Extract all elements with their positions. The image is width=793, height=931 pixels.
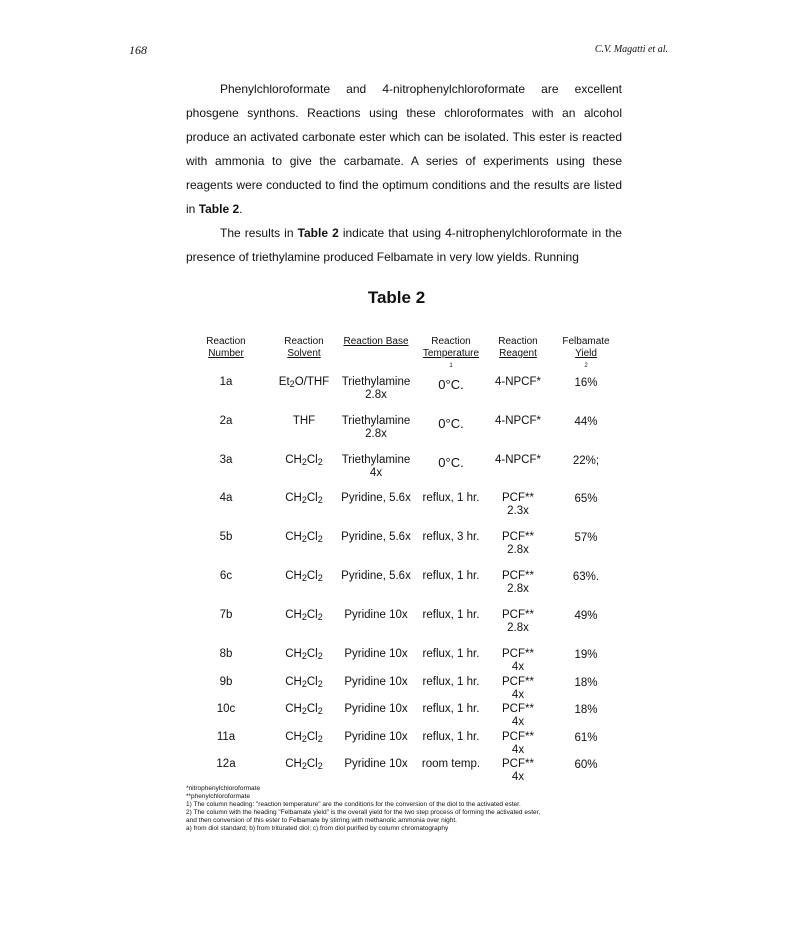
cell-reaction-solvent <box>272 731 336 746</box>
cell-text: reflux, 1 hr. <box>422 731 480 743</box>
cell-reaction-temperature <box>414 417 488 430</box>
header-line: Reagent <box>499 348 537 359</box>
header-temperature-word: Temperature <box>422 348 480 359</box>
cell-reaction-number <box>196 376 256 389</box>
cell-text: reflux, 1 hr. <box>422 570 480 582</box>
cell-reaction-solvent <box>272 703 336 718</box>
solvent-subscript: 2 <box>317 679 323 689</box>
cell-text: 22%; <box>572 455 600 467</box>
cell-text: reflux, 1 hr. <box>422 703 480 715</box>
base-line: Pyridine 10x <box>344 703 408 715</box>
solvent-subscript: 2 <box>289 379 295 389</box>
cell-reaction-base <box>336 648 416 661</box>
cell-reaction-number <box>196 492 256 505</box>
cell-reaction-number <box>196 758 256 771</box>
base-line: Triethylamine <box>341 376 411 388</box>
cell-reaction-solvent <box>272 570 336 585</box>
cell-reaction-number <box>196 415 256 428</box>
cell-text: 12a <box>216 758 236 770</box>
solvent-part: CH <box>285 570 302 582</box>
cell-text: 6c <box>219 570 233 582</box>
reagent-line: 4x <box>511 744 525 756</box>
reagent-line: 4-NPCF* <box>494 454 541 466</box>
cell-text: 0°C. <box>438 377 464 392</box>
footnotes <box>186 785 626 833</box>
cell-text: 57% <box>574 532 598 544</box>
footnote: 1) The column heading: "reaction temperature" are the conditions for the conversion of the diol to the activated ester. <box>186 801 521 808</box>
base-line: 4x <box>369 467 383 479</box>
cell-reaction-temperature <box>414 758 488 771</box>
cell-reaction-number <box>196 531 256 544</box>
header-yield-word: Yield <box>575 348 597 359</box>
cell-felbamate-yield <box>552 571 620 584</box>
cell-reaction-reagent <box>488 531 548 557</box>
reagent-line: 4x <box>511 716 525 728</box>
cell-reaction-temperature <box>414 531 488 544</box>
cell-reaction-number <box>196 609 256 622</box>
solvent-part: Cl <box>306 676 318 688</box>
cell-text: 18% <box>574 677 598 689</box>
cell-felbamate-yield <box>552 704 620 717</box>
page-number: 168 <box>129 43 147 57</box>
cell-reaction-temperature <box>414 731 488 744</box>
table-reference: Table 2 <box>198 202 240 216</box>
cell-felbamate-yield <box>552 610 620 623</box>
reagent-line: PCF** <box>502 648 534 660</box>
solvent-part: THF <box>292 415 316 427</box>
reagent-line: 4-NPCF* <box>494 415 541 427</box>
solvent-part: CH <box>285 648 302 660</box>
cell-felbamate-yield <box>552 759 620 772</box>
footnote: 2) The column with the heading "Felbamate yield" is the overall yield for the two step process of forming the activated ester, <box>186 809 541 816</box>
solvent-subscript: 2 <box>317 651 323 661</box>
paragraph-2-text: indicate that using 4-nitrophenylchloroformate in the presence of triethylamine produced Felbamate in very low yields. Running <box>186 226 622 264</box>
header-reaction-reagent <box>488 336 548 360</box>
cell-text: reflux, 1 hr. <box>422 609 480 621</box>
cell-text: room temp. <box>421 758 481 770</box>
cell-felbamate-yield <box>552 677 620 690</box>
cell-text: 7b <box>219 609 233 621</box>
cell-felbamate-yield <box>552 377 620 390</box>
solvent-subscript: 2 <box>301 761 307 771</box>
cell-reaction-base <box>336 703 416 716</box>
cell-reaction-base <box>336 376 416 402</box>
reagent-line: 2.8x <box>507 583 529 595</box>
cell-text: 60% <box>574 759 598 771</box>
solvent-subscript: 2 <box>301 457 307 467</box>
header-line: Number <box>208 348 244 359</box>
cell-reaction-temperature <box>414 492 488 505</box>
solvent-part: Cl <box>306 531 318 543</box>
cell-text: reflux, 1 hr. <box>422 492 480 504</box>
cell-reaction-solvent <box>272 454 336 469</box>
cell-text: 0°C. <box>438 416 464 431</box>
solvent-subscript: 2 <box>317 457 323 467</box>
base-line: Pyridine 10x <box>344 731 408 743</box>
cell-text: 49% <box>574 610 598 622</box>
reagent-line: PCF** <box>502 609 534 621</box>
solvent-part: Et <box>278 376 290 388</box>
solvent-subscript: 2 <box>317 706 323 716</box>
solvent-subscript: 2 <box>317 573 323 583</box>
cell-reaction-base <box>336 531 416 544</box>
running-head: C.V. Magatti et al. <box>594 44 668 55</box>
cell-text: 44% <box>574 416 598 428</box>
solvent-part: O/THF <box>294 376 330 388</box>
cell-text: 16% <box>574 377 598 389</box>
header-felbamate-yield <box>552 336 620 375</box>
paragraph-2 <box>186 221 622 269</box>
cell-reaction-reagent <box>488 376 548 389</box>
reagent-line: 4x <box>511 661 525 673</box>
solvent-subscript: 2 <box>301 495 307 505</box>
solvent-subscript: 2 <box>317 734 323 744</box>
header-line: Reaction <box>284 336 324 347</box>
cell-text: reflux, 3 hr. <box>422 531 480 543</box>
cell-reaction-base <box>336 492 416 505</box>
cell-felbamate-yield <box>552 416 620 429</box>
reagent-line: 2.3x <box>507 505 529 517</box>
cell-reaction-reagent <box>488 454 548 467</box>
cell-reaction-solvent <box>272 676 336 691</box>
solvent-subscript: 2 <box>301 651 307 661</box>
table-reference: Table 2 <box>297 226 339 240</box>
cell-felbamate-yield <box>552 455 620 468</box>
cell-text: 9b <box>219 676 233 688</box>
reagent-line: PCF** <box>502 758 534 770</box>
header-line: Reaction <box>431 336 471 347</box>
cell-reaction-base <box>336 415 416 441</box>
cell-reaction-temperature <box>414 648 488 661</box>
cell-reaction-solvent <box>272 376 336 391</box>
cell-reaction-solvent <box>272 531 336 546</box>
base-line: Pyridine 10x <box>344 758 408 770</box>
cell-reaction-base <box>336 609 416 622</box>
cell-text: 63%. <box>572 571 600 583</box>
cell-reaction-temperature <box>414 570 488 583</box>
base-line: 2.8x <box>365 389 387 401</box>
solvent-part: Cl <box>306 492 318 504</box>
solvent-subscript: 2 <box>301 534 307 544</box>
cell-reaction-number <box>196 703 256 716</box>
cell-text: 10c <box>216 703 236 715</box>
solvent-part: CH <box>285 731 302 743</box>
cell-felbamate-yield <box>552 532 620 545</box>
cell-reaction-reagent <box>488 676 548 702</box>
cell-text: 2a <box>219 415 233 427</box>
cell-text: 65% <box>574 493 598 505</box>
cell-reaction-reagent <box>488 648 548 674</box>
cell-text: 8b <box>219 648 233 660</box>
solvent-subscript: 2 <box>301 679 307 689</box>
reagent-line: 4-NPCF* <box>494 376 541 388</box>
solvent-part: Cl <box>306 731 318 743</box>
solvent-subscript: 2 <box>317 534 323 544</box>
cell-reaction-number <box>196 731 256 744</box>
cell-reaction-reagent <box>488 758 548 784</box>
solvent-part: CH <box>285 609 302 621</box>
cell-reaction-number <box>196 454 256 467</box>
reagent-line: 4x <box>511 771 525 783</box>
cell-reaction-solvent <box>272 492 336 507</box>
cell-reaction-temperature <box>414 676 488 689</box>
reagent-line: PCF** <box>502 531 534 543</box>
base-line: Pyridine, 5.6x <box>341 570 411 582</box>
solvent-part: CH <box>285 492 302 504</box>
header-line: Solvent <box>287 348 321 359</box>
header-reaction-solvent <box>272 336 336 360</box>
cell-reaction-base <box>336 454 416 480</box>
cell-text: reflux, 1 hr. <box>422 676 480 688</box>
reagent-line: PCF** <box>502 676 534 688</box>
cell-reaction-base <box>336 570 416 583</box>
footnote-mark: 2 <box>584 363 588 369</box>
base-line: Pyridine 10x <box>344 609 408 621</box>
solvent-subscript: 2 <box>301 573 307 583</box>
cell-reaction-temperature <box>414 456 488 469</box>
solvent-subscript: 2 <box>301 612 307 622</box>
cell-text: 0°C. <box>438 455 464 470</box>
cell-text: 1a <box>219 376 233 388</box>
header-line: Reaction <box>498 336 538 347</box>
cell-reaction-solvent <box>272 758 336 773</box>
cell-text: 61% <box>574 732 598 744</box>
base-line: Pyridine, 5.6x <box>341 531 411 543</box>
cell-reaction-number <box>196 676 256 689</box>
header-line <box>414 348 488 375</box>
cell-reaction-solvent <box>272 609 336 624</box>
base-line: Pyridine 10x <box>344 648 408 660</box>
cell-text: reflux, 1 hr. <box>422 648 480 660</box>
solvent-part: Cl <box>306 609 318 621</box>
solvent-part: Cl <box>306 570 318 582</box>
solvent-part: CH <box>285 703 302 715</box>
cell-text: 5b <box>219 531 233 543</box>
cell-reaction-reagent <box>488 415 548 428</box>
table-title: Table 2 <box>367 288 426 307</box>
cell-text: 18% <box>574 704 598 716</box>
paragraph-1 <box>186 77 622 221</box>
cell-felbamate-yield <box>552 649 620 662</box>
header-reaction-temperature <box>414 336 488 375</box>
header-reaction-number <box>196 336 256 360</box>
cell-reaction-temperature <box>414 378 488 391</box>
cell-felbamate-yield <box>552 493 620 506</box>
cell-text: 4a <box>219 492 233 504</box>
cell-text: 11a <box>216 731 236 743</box>
cell-text: 3a <box>219 454 233 466</box>
cell-reaction-reagent <box>488 570 548 596</box>
reagent-line: 2.8x <box>507 544 529 556</box>
reagent-line: PCF** <box>502 703 534 715</box>
cell-felbamate-yield <box>552 732 620 745</box>
paragraph-1-end: . <box>239 202 243 216</box>
solvent-part: Cl <box>306 648 318 660</box>
cell-reaction-reagent <box>488 609 548 635</box>
solvent-part: CH <box>285 676 302 688</box>
reagent-line: PCF** <box>502 570 534 582</box>
paragraph-2-start: The results in <box>220 226 298 240</box>
footnote: a) from diol standard; b) from triturated diol; c) from diol purified by column chromatography <box>186 825 449 832</box>
solvent-subscript: 2 <box>317 761 323 771</box>
solvent-part: CH <box>285 758 302 770</box>
cell-text: 19% <box>574 649 598 661</box>
solvent-part: Cl <box>306 454 318 466</box>
cell-reaction-solvent <box>272 415 336 428</box>
reagent-line: PCF** <box>502 731 534 743</box>
footnote-mark: 1 <box>449 363 453 369</box>
base-line: Triethylamine <box>341 415 411 427</box>
footnote: *nitrophenylchloroformate <box>186 785 261 792</box>
cell-reaction-base <box>336 731 416 744</box>
solvent-subscript: 2 <box>317 612 323 622</box>
cell-reaction-solvent <box>272 648 336 663</box>
solvent-subscript: 2 <box>317 495 323 505</box>
reagent-line: PCF** <box>502 492 534 504</box>
cell-reaction-reagent <box>488 703 548 729</box>
cell-reaction-reagent <box>488 731 548 757</box>
base-line: 2.8x <box>365 428 387 440</box>
reagent-line: 4x <box>511 689 525 701</box>
header-line: Felbamate <box>562 336 610 347</box>
cell-reaction-number <box>196 570 256 583</box>
base-line: Pyridine, 5.6x <box>341 492 411 504</box>
cell-reaction-temperature <box>414 703 488 716</box>
cell-reaction-reagent <box>488 492 548 518</box>
base-line: Triethylamine <box>341 454 411 466</box>
footnote: and then conversion of this ester to Felbamate by stirring with methanolic ammonia over night. <box>186 817 457 824</box>
solvent-part: Cl <box>306 758 318 770</box>
cell-reaction-number <box>196 648 256 661</box>
cell-reaction-base <box>336 676 416 689</box>
footnote: **phenylchloroformate <box>186 793 250 800</box>
solvent-part: CH <box>285 454 302 466</box>
header-line: Reaction <box>206 336 246 347</box>
paragraph-1-text: Phenylchloroformate and 4-nitrophenylchloroformate are excellent phosgene synthons. Reactions using these chloroformates with an alcohol produce an activated carbonate ester which can be isolated. This ester is reacted with ammonia to give the carbamate. A series of experiments using these reagents were conducted to find the optimum conditions and the results are listed in <box>186 82 622 216</box>
header-reaction-base <box>336 336 416 348</box>
cell-reaction-temperature <box>414 609 488 622</box>
cell-reaction-base <box>336 758 416 771</box>
header-line <box>552 348 620 375</box>
solvent-subscript: 2 <box>301 734 307 744</box>
header-line: Reaction Base <box>343 336 409 347</box>
solvent-part: CH <box>285 531 302 543</box>
reagent-line: 2.8x <box>507 622 529 634</box>
base-line: Pyridine 10x <box>344 676 408 688</box>
solvent-subscript: 2 <box>301 706 307 716</box>
solvent-part: Cl <box>306 703 318 715</box>
